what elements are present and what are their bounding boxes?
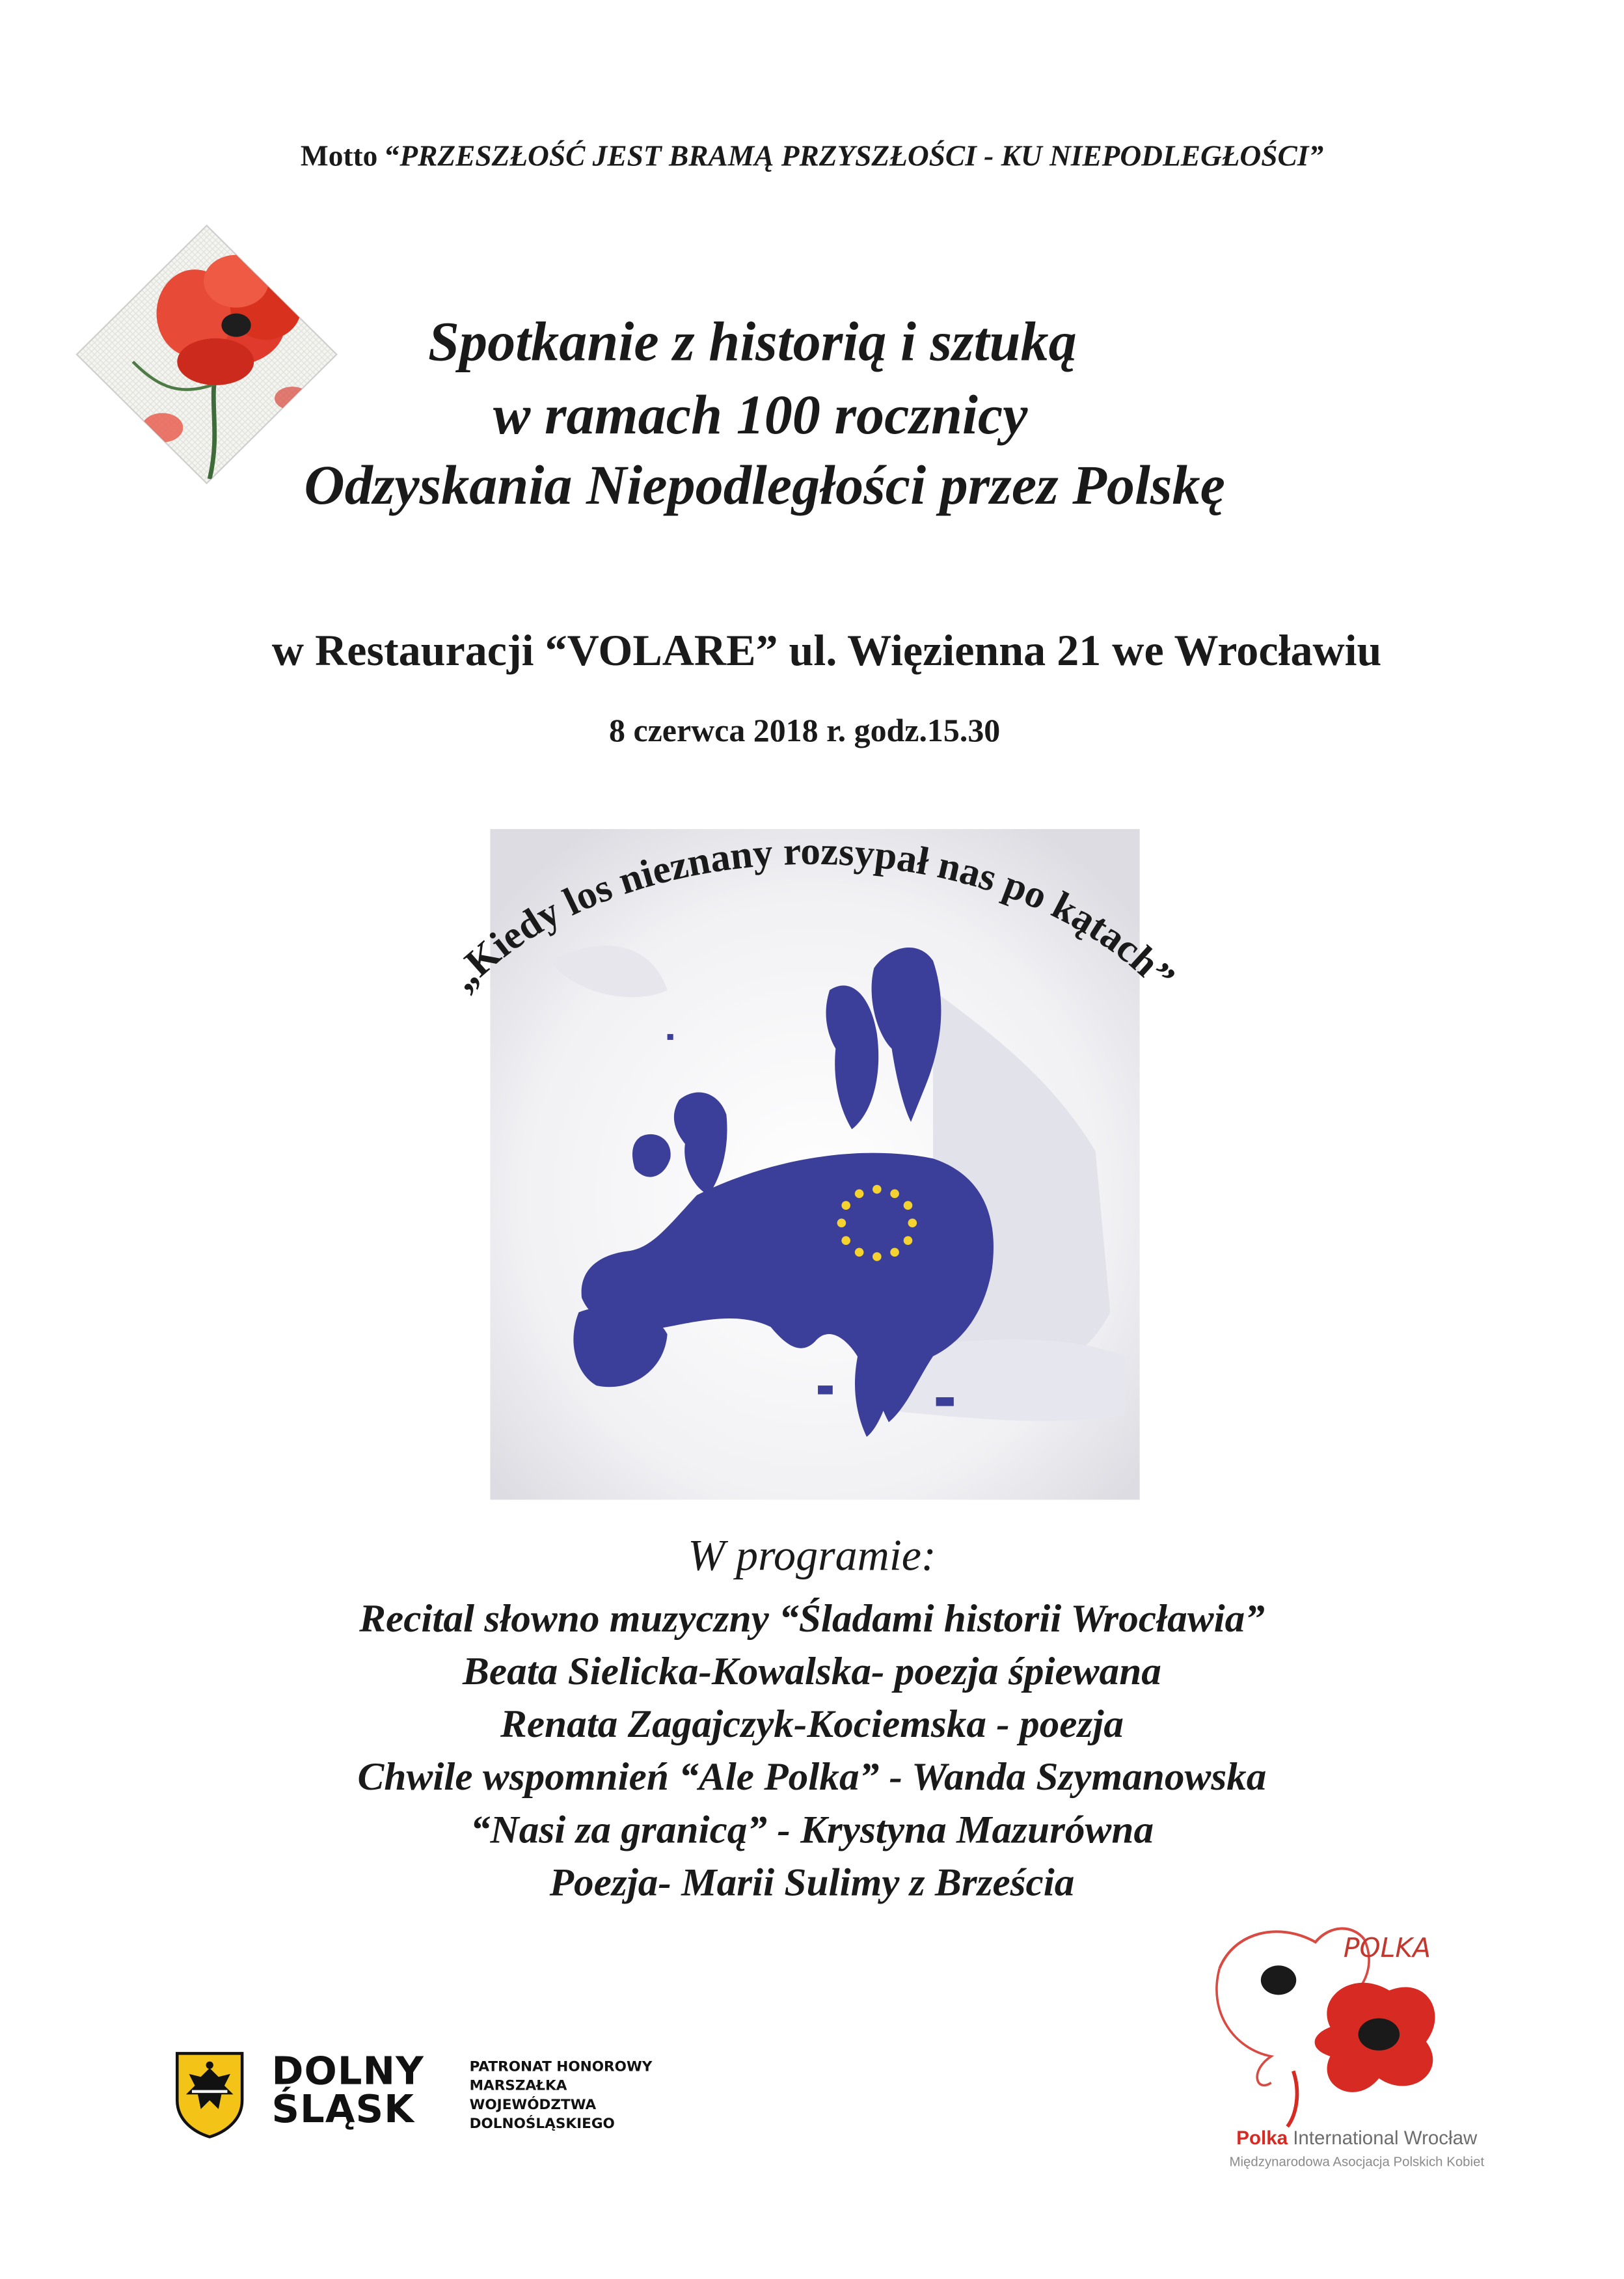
- dolny-slask-line-2: ŚLĄSK: [271, 2088, 415, 2133]
- program-item: Poezja- Marii Sulimy z Brześcia: [549, 1860, 1075, 1904]
- polka-logo-mark: [1190, 1910, 1515, 2130]
- program-item: Renata Zagajczyk-Kociemska - poezja: [500, 1702, 1124, 1746]
- arc-quote-text: „Kiedy los nieznany rozsypał nas po kątach”: [440, 834, 1184, 1000]
- motto-suffix: ”: [1308, 141, 1324, 173]
- title-line-1: Spotkanie z historią i sztuką: [428, 312, 1077, 374]
- dolny-slask-wordmark: [271, 2050, 425, 2133]
- polka-name-rest: International Wrocław: [1288, 2126, 1478, 2149]
- title-line-3: Odzyskania Niepodległości przez Polskę: [304, 455, 1225, 517]
- motto-text: PRZESZŁOŚĆ JEST BRAMĄ PRZYSZŁOŚCI - KU NIEPODLEGŁOŚCI: [399, 141, 1309, 173]
- polka-name-red: Polka: [1236, 2126, 1288, 2149]
- poppy-diamond-image: [74, 223, 339, 486]
- polka-subtitle: Międzynarodowa Asocjacja Polskich Kobiet: [1229, 2154, 1485, 2170]
- patron-text: [470, 2058, 653, 2134]
- title-line-2: w ramach 100 rocznicy: [493, 385, 1028, 447]
- patron-line: MARSZAŁKA: [469, 2078, 567, 2095]
- program-heading: W programie:: [688, 1532, 936, 1581]
- event-date: 8 czerwca 2018 r. godz.15.30: [609, 711, 1001, 749]
- arc-quote-graphic: [369, 835, 1254, 1157]
- polka-name: [1202, 2127, 1512, 2149]
- program-item: Chwile wspomnień “Ale Polka” - Wanda Szymanowska: [357, 1754, 1267, 1799]
- dolny-slask-line-1: DOLNY: [271, 2050, 425, 2095]
- patron-line: DOLNOŚLĄSKIEGO: [469, 2116, 615, 2133]
- patron-line: PATRONAT HONOROWY: [469, 2059, 653, 2076]
- polka-mark-text: POLKA: [1343, 1931, 1431, 1963]
- venue-line: w Restauracji “VOLARE” ul. Więzienna 21 we Wrocławiu: [271, 627, 1382, 676]
- dolny-slask-crest-icon: [174, 2051, 245, 2138]
- motto-prefix: Motto “: [300, 141, 400, 173]
- patron-line: WOJEWÓDZTWA: [469, 2097, 597, 2114]
- program-item: Beata Sielicka-Kowalska- poezja śpiewana: [463, 1649, 1161, 1693]
- program-item: “Nasi za granicą” - Krystyna Mazurówna: [470, 1807, 1154, 1851]
- motto: [0, 141, 1624, 174]
- dolny-slask-logo: [174, 2051, 662, 2138]
- svg-text:„Kiedy los nieznany rozsypał n: [441, 835, 1183, 999]
- program-item: Recital słowno muzyczny “Śladami historii Wrocławia”: [359, 1596, 1265, 1641]
